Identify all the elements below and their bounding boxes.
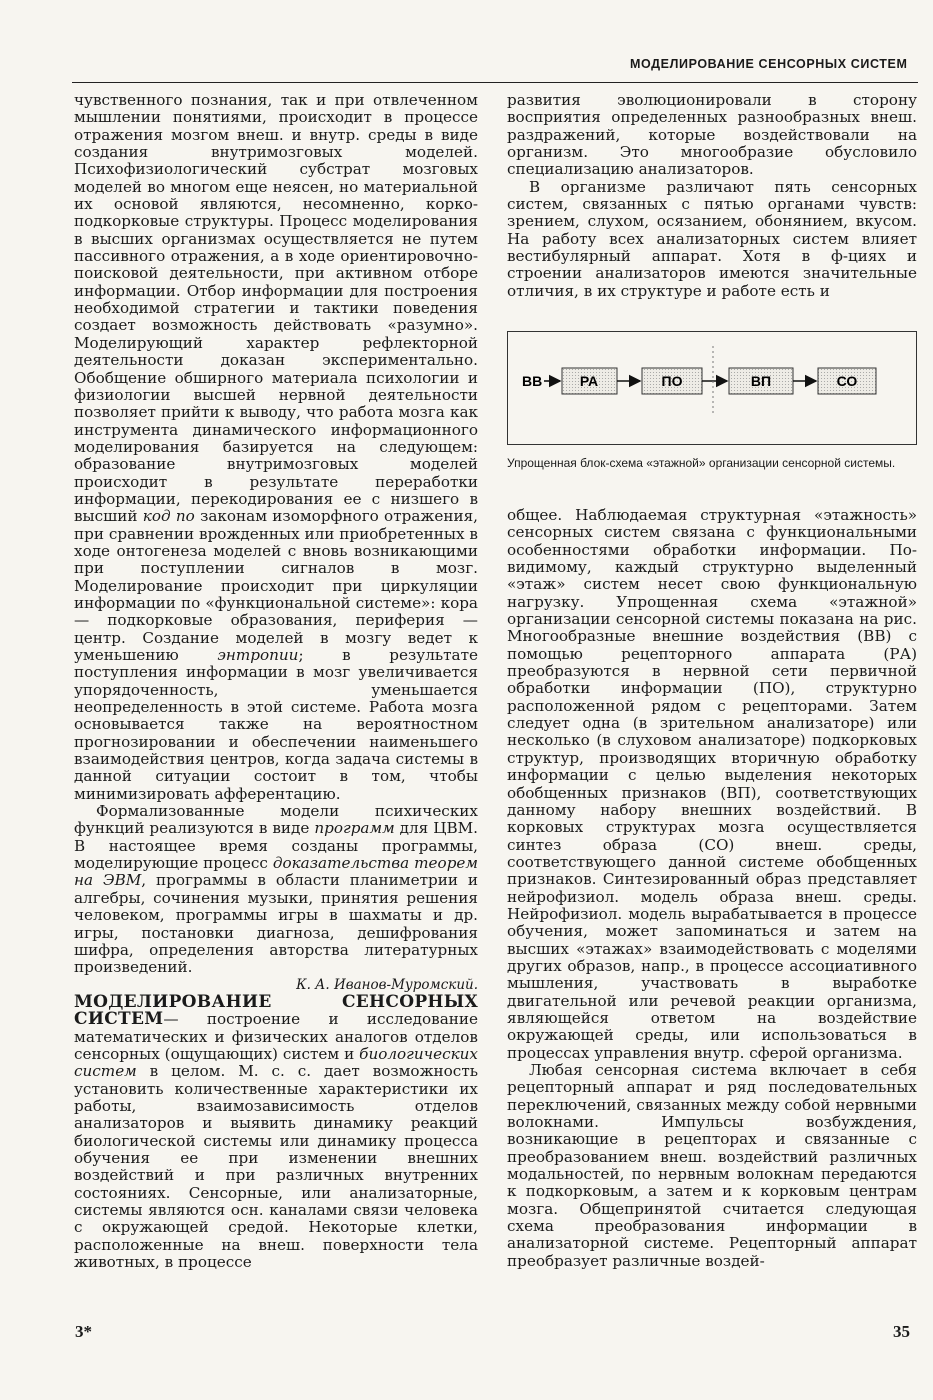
term-programs: программ [314, 819, 395, 838]
paragraph-floors: общее. Наблюдаемая структурная «этажность» сенсорных систем связана с функциональными особенностями обработки информации. По-видимому, каждый структурно выделенный «этаж» систем несет свою функциональную нагрузку. Упрощенная схема «этажной» организации сенсорной системы показана на рис. Многообразные внешние воздействия (ВВ) с помощью рецепторного аппарата (РА) преобразуются в нервной сети первичной обработки информации (ПО), структурно расположенной рядом с рецепторами. Затем следует одна (в зрительном анализаторе) или несколько (в слуховом анализаторе) подкорковых структур, производящих вторичную обработку информации с целью выделения некоторых обобщенных признаков (ВП), соответствующих данному набору внешних воздействий. В корковых структурах мозга осуществляется синтез образа (СО) внеш. среды, соответствующего данной системе обобщенных признаков. Синтезированный образ представляет нейрофизиол. модель образа внеш. среды. Нейрофизиол. модель вырабатывается в процессе обучения, может запоминаться и затем на высших «этажах» взаимодействовать с моделями других образов, напр., в процессе ассоциативного мышления, участвовать в выработке двигательной или речевой реакции организма, являющейся ответом на воздействие окружающей среды, или использоваться в процессах управления внутр. сферой организма. [507, 506, 917, 1062]
paragraph-receptor-apparatus: Любая сенсорная система включает в себя рецепторный аппарат и ряд последовательных переключений, связанных между собой нервными волокнами. Импульсы возбуждения, возникающие в рецепторах и связанные с преобразованием внеш. воздействий различных модальностей, по нервным волокнам передаются к подкорковым, а затем и к корковым центрам мозга. Общепринятой считается следующая схема преобразования информации в анализаторной системе. Рецепторный аппарат преобразует различные воздей- [507, 1061, 917, 1270]
running-head: МОДЕЛИРОВАНИЕ СЕНСОРНЫХ СИСТЕМ [630, 57, 908, 71]
page-number: 35 [893, 1322, 910, 1341]
node-vp-label: ВП [750, 373, 772, 389]
input-label-vv: ВВ [522, 373, 543, 389]
paragraph-formal-models: Формализованные модели психических функций реализуются в виде программ для ЦВМ. В настоящее время созданы программы, моделирующие процесс доказательства теорем на ЭВМ, программы в области планиметрии и алгебры, сочинения музыки, принятия решения человеком, программы игры в шахматы и др. игры, постановки диагноза, дешифрования шифра, определения авторства литературных произведений. [74, 802, 478, 977]
paragraph-evolution: развития эволюционировали в сторону восприятия определенных разнообразных внеш. раздражений, которые воздействовали на организм. Это многообразие обусловило специализацию анализаторов. [507, 91, 917, 179]
term-theorem-proving: доказательства теорем на ЭВМ [74, 854, 478, 890]
signature-mark: 3* [75, 1322, 92, 1341]
paragraph-modeling-brain: чувственного познания, так и при отвлеченном мышлении понятиями, происходит в процессе отражения мозгом внеш. и внутр. среды в виде создания внутримозговых моделей. Психофизиологический субстрат мозговых моделей во многом еще неясен, но материальной их основой являются, несомненно, корко-подкорковые структуры. Процесс моделирования в высших организмах осуществляется не путем пассивного отражения, а в ходе ориентировочно-поисковой деятельности, при активном отборе информации. Отбор информации для построения необходимой стратегии и тактики поведения создает возможность действовать «разумно». Моделирующий характер рефлекторной деятельности доказан экспериментально. Обобщение обширного материала психологии и физиологии высшей нервной деятельности позволяет прийти к выводу, что работа мозга как инструмента динамического информационного моделирования базируется на следующем: образование внутримозговых моделей происходит в результате переработки информации, перекодирования ее с низшего в высший код по законам изоморфного отражения, при сравнении врожденных или приобретенных в ходе онтогенеза моделей с вновь возникающими при поступлении сигналов в мозг. Моделирование происходит при циркуляции информации по «функциональной системе»: кора — подкорковые образования, периферия — центр. Создание моделей в мозгу ведет к уменьшению энтропии; в результате поступления информации в мозг увеличивается упорядоченность, уменьшается неопределенность в этой системе. Работа мозга основывается также на вероятностном прогнозировании и обеспечении наименьшего взаимодействия центров, когда задача системы в данной ситуации состоит в том, чтобы минимизировать афферентацию. [74, 91, 479, 803]
node-so-label: СО [836, 373, 858, 389]
right-column-bottom [507, 507, 917, 1270]
paragraph-sensory-systems-entry: МОДЕЛИРОВАНИЕ СЕНСОРНЫХ СИСТЕМ— построение и исследование математических и физических аналогов отделов сенсорных (ощущающих) систем и биологических систем в целом. М. с. с. дает возможность установить количественные характеристики их работы, взаимозависимость отделов анализаторов и выявить динамику реакций биологической системы или динамику процесса обучения ее при изменении внешних воздействий и при различных внутренних состояниях. Сенсорные, или анализаторные, системы являются осн. каналами связи человека с окружающей средой. Некоторые клетки, расположенные на внеш. поверхности тела животных, в процессе [74, 991, 478, 1272]
node-po-label: ПО [661, 373, 683, 389]
term-code: код по [142, 507, 195, 526]
header-rule [72, 82, 918, 83]
term-entropy: энтропии [217, 646, 299, 664]
author-signature: К. А. Иванов-Муромский. [296, 976, 478, 993]
left-column [74, 92, 478, 1271]
node-ra-label: РА [579, 373, 599, 389]
block-diagram-svg [508, 332, 918, 446]
article-headword: МОДЕЛИРОВАНИЕ СЕНСОРНЫХ СИСТЕМ [74, 991, 478, 1030]
figure-caption: Упрощенная блок-схема «этажной» организации сенсорной системы. [507, 456, 896, 470]
paragraph-five-systems: В организме различают пять сенсорных систем, связанных с пятью органами чувств: зрением, слухом, осязанием, обонянием, вкусом. На работу всех анализаторных систем влияет вестибулярный аппарат. Хотя в ф-циях и строении анализаторов имеются значительные отличия, в их структуре и работе есть и [507, 177, 917, 300]
term-biological-systems: биологических систем [74, 1044, 478, 1081]
block-diagram [507, 331, 917, 445]
right-column-top [507, 92, 917, 300]
